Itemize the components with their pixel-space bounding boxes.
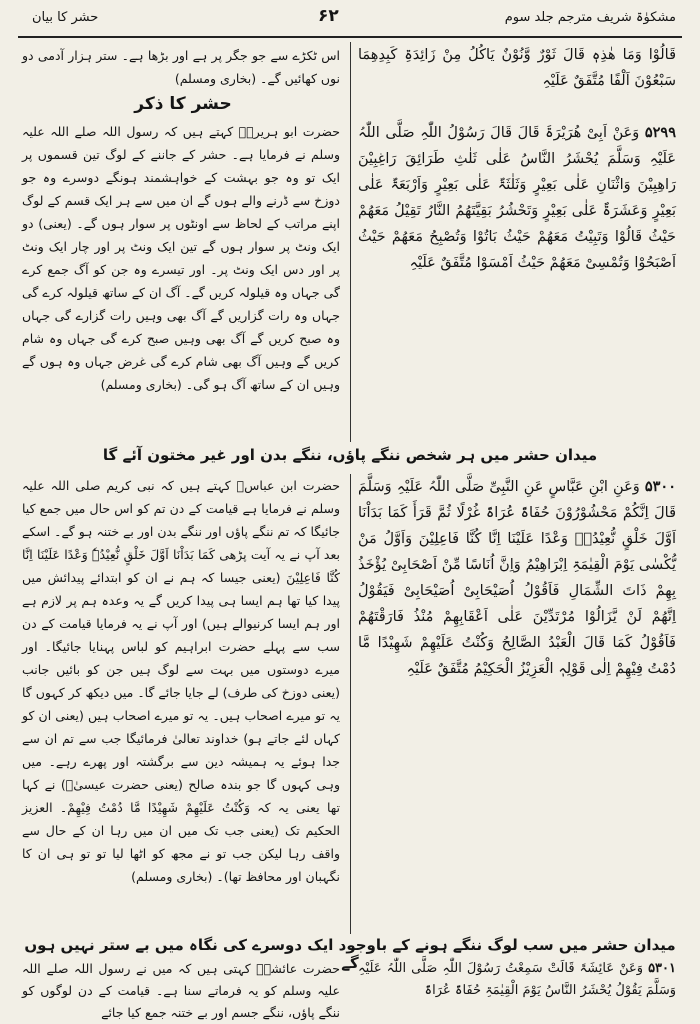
hadith-arabic-text: وَعَنْ اَبِیْ ھُرَیْرَۃَ قَالَ قَالَ رَسُوْلُ اللّٰہِ صَلَّی اللّٰہُ عَلَیْہِ وَسَلَّمَ یُحْشَرُ النَّاسُ عَلٰی ثَلٰثِ طَرَائِقَ رَاغِبِیْنَ رَاھِبِیْنَ وَاثْنَانِ عَلٰی بَعِیْرٍ وَثَلٰثَۃٌ عَلٰی بَعِیْرٍ وَاَرْبَعَۃٌ عَلٰی بَعِیْرٍ وَعَشَرَۃٌ عَلٰی بَعِیْرٍ وَتَحْشُرُ بَقِیَّتَھُمُ النَّارُ تَقِیْلُ مَعَھُمْ حَیْثُ قَالُوْا وَتَبِیْتُ مَعَھُمْ حَیْثُ بَاتُوْا وَتُصْبِحُ مَعَھُمْ حَیْثُ اَصْبَحُوْا وَتُمْسِیْ مَعَھُمْ حَیْثُ اَمْسَوْا مُتَّفَقٌ عَلَیْہِ bbox=[358, 125, 676, 271]
section-heading-naked: میدان حشر میں ہر شخص ننگے پاؤں، ننگے بدن اور غیر مختون آئے گا bbox=[102, 446, 598, 464]
hadith-5301-urdu: حضرت عائشہؓ کہتی ہیں کہ میں نے رسول اللہ صلے اللہ علیہ وسلم کو یہ فرماتے سنا ہے۔ قیامت کے دن لوگوں کو ننگے پاؤں، ننگے جسم اور بے ختنہ جمع کیا جائے bbox=[22, 961, 340, 1020]
page-number: ۶۲ bbox=[318, 6, 339, 26]
hadith-arabic-text: وَعَنْ عَائِشَۃَ قَالَتْ سَمِعْتُ رَسُوْلَ اللّٰہِ صَلَّی اللّٰہُ عَلَیْہِ وَسَلَّمَ یَقُوْلُ یُحْشَرُ النَّاسُ یَوْمَ الْقِیٰمَۃِ حُفَاۃً عُرَاۃً bbox=[358, 961, 676, 998]
header-rule bbox=[18, 36, 682, 38]
hadith-5300-urdu: حضرت ابن عباسؓ کہتے ہیں کہ نبی کریم صلی اللہ علیہ وسلم نے فرمایا ہے قیامت کے دن تم کو اس حال میں جمع کیا جائیگا کہ تم ننگے پاؤں اور ننگے بدن اور بے ختنہ ہو گے۔ اسکے بعد آپ نے یہ آیت پڑھی کَمَا بَدَاْنَا اَوَّلَ خَلْقٍ نُّعِیْدُہٗ وَعْدًا عَلَیْنَا اِنَّا کُنَّا فَاعِلِیْنَ (یعنی جیسا کہ ہم نے ان کو ابتدائے پیدائش میں پیدا کیا تھا ہم ایسا ہی پیدا کریں گے یہ وعدہ ہم پر لازم ہے اور ہم ایسا کرنیوالے ہیں) اور آپ نے یہ فرمایا قیامت کے دن سب سے پہلے حضرت ابراہیم کو لباس پہنایا جائیگا۔ اور میرے دوستوں میں بہت سے لوگ ہیں جن کو بائیں جانب (یعنی دوزخ کی طرف) لے جایا جائے گا۔ میں دیکھ کر کہوں گا یہ تو میرے اصحاب ہیں۔ یہ تو میرے اصحاب ہیں (یعنی ان کو کہاں لئے جاتے ہو) خداوند تعالیٰ فرمائیگا جب سے تم ان سے جدا ہوئے یہ ہمیشہ دین سے برگشتہ اور پھرے رہے۔ میں وہی کہوں گا جو بندہ صالح (یعنی حضرت عیسیٰؑ) نے کہا تھا یعنی یہ کہ وَکُنْتُ عَلَیْھِمْ شَھِیْدًا مَّا دُمْتُ فِیْھِمْ۔ العزیز الحکیم تک (یعنی جب تک میں ان میں رہا ان کے حال سے واقف رہا لیکن جب تو نے مجھ کو اٹھا لیا تو تو ہی ان کا نگہبان اور محافظ تھا)۔ (بخاری ومسلم) bbox=[22, 478, 340, 884]
page-header bbox=[18, 6, 682, 36]
hadith-arabic-text: وَعَنِ ابْنِ عَبَّاسٍ عَنِ النَّبِیِّ صَلَّی اللّٰہُ عَلَیْہِ وَسَلَّمَ قَالَ اِنَّکُمْ مَحْشُوْرُوْنَ حُفَاۃً عُرَاۃً غُرْلًا ثُمَّ قَرَأَ کَمَا بَدَاْنَا اَوَّلَ خَلْقٍ نُّعِیْدُہٗ وَعْدًا عَلَیْنَا اِنَّا کُنَّا فَاعِلِیْنَ وَاَوَّلُ مَنْ یُّکْسٰی یَوْمَ الْقِیٰمَۃِ اِبْرَاھِیْمُ وَاِنَّ اُنَاسًا مِّنْ اَصْحَابِیْ یُؤْخَذُ بِھِمْ ذَاتَ الشِّمَالِ فَاَقُوْلُ اُصَیْحَابِیْ اُصَیْحَابِیْ فَیَقُوْلُ اِنَّھُمْ لَنْ یَّزَالُوْا مُرْتَدِّیْنَ عَلٰی اَعْقَابِھِمْ مُنْذُ فَارَقْتَھُمْ فَاَقُوْلُ کَمَا قَالَ الْعَبْدُ الصَّالِحُ وَکُنْتُ عَلَیْھِمْ شَھِیْدًا مَّا دُمْتُ فِیْھِمْ اِلٰی قَوْلِہٖ الْعَزِیْزُ الْحَکِیْمُ مُتَّفَقٌ عَلَیْہِ bbox=[358, 479, 676, 677]
intro-urdu: اس ٹکڑے سے جو جگر پر ہے اور بڑھا ہے۔ ستر ہزار آدمی دو نوں کھائیں گے۔ (بخاری ومسلم) bbox=[22, 48, 340, 86]
hadith-5301-arabic bbox=[358, 958, 676, 1002]
hadith-number: ۵۲۹۹ bbox=[644, 124, 676, 141]
book-title: مشکوٰۃ شریف مترجم جلد سوم bbox=[504, 10, 676, 25]
section-heading-concealed: میدان حشر میں سب لوگ ننگے ہونے کے باوجود ایک دوسرے کی نگاہ میں بے ستر نہیں ہوں گے bbox=[24, 936, 676, 972]
hadith-number: ۵۳۰۰ bbox=[644, 478, 677, 495]
section-heading-hashr: حشر کا ذکر bbox=[134, 94, 232, 114]
hadith-5299-arabic bbox=[358, 120, 676, 420]
hadith-number: ۵۳۰۱ bbox=[648, 961, 676, 976]
chapter-title: حشر کا بیان bbox=[32, 10, 99, 25]
page bbox=[18, 6, 682, 1020]
hadith-5300-arabic bbox=[358, 474, 676, 886]
column-divider bbox=[350, 42, 351, 442]
intro-arabic: قَالُوْا وَمَا ھٰذِہٖ قَالَ ثَوْرٌ وَّنُوْنٌ یَاکُلُ مِنْ زَائِدَۃِ کَبِدِھِمَا سَبْعُوْنَ اَلْفًا مُتَّفَقٌ عَلَیْہِ bbox=[358, 47, 676, 89]
column-divider bbox=[350, 474, 351, 934]
hadith-5299-urdu: حضرت ابو ہریرہؓ کہتے ہیں کہ رسول اللہ صلے اللہ علیہ وسلم نے فرمایا ہے۔ حشر کے جاننے کے لوگ تین قسموں پر ایک تو وہ جو بہشت کے خواہشمند ہونگے دوسرے وہ جو دوزخ سے ڈرنے والے ہوں گے ان میں سے ہر ایک قسم کے لوگ اپنے مراتب کے لحاظ سے اونٹوں پر سوار ہوں گے۔ (یعنی) دو ایک ونٹ پر سوار ہوں گے تین ایک ونٹ پر اور چار ایک ونٹ پر اور دس ایک ونٹ پر۔ اور تیسرے وہ جن کو آگ جمع کرے گی جہاں وہ قیلولہ کریں گے۔ آگ ان کے ساتھ قیلولہ کرے گی جہاں وہ رات گزاریں گے آگ بھی وہیں رات گزارے گی جہاں وہ صبح کریں گے آگ بھی وہیں صبح کرے گی جہاں وہ شام کریں گے وہیں آگ بھی شام کرے گی غرض جہاں وہ ہوں گے وہیں ان کے ساتھ آگ ہو گی۔ (بخاری ومسلم) bbox=[22, 124, 340, 392]
